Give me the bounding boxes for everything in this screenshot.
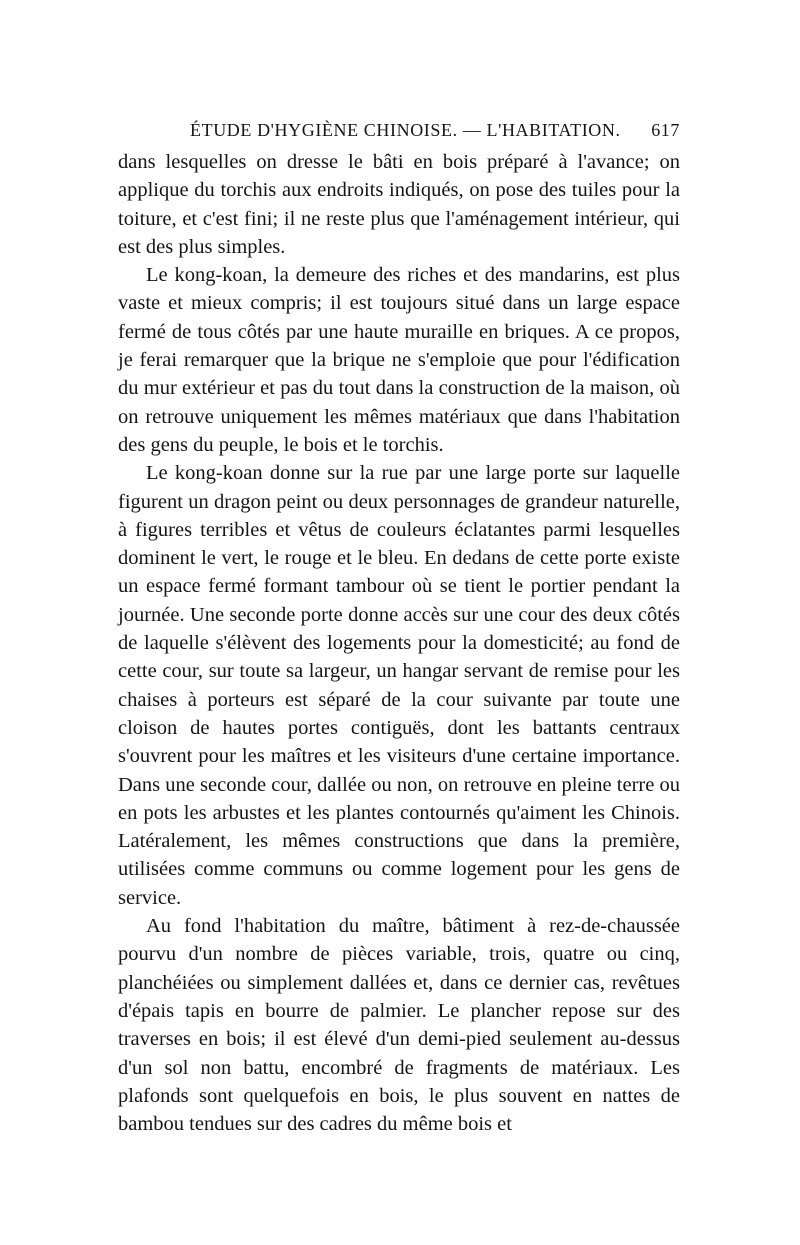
- paragraph-kong-koan-entrance: Le kong-koan donne sur la rue par une large porte sur laquelle figurent un dragon peint ou deux personnages de grandeur naturelle, à figures terribles et vêtus de couleurs éclatantes parmi lesquelles dominent le vert, le rouge et le bleu. En dedans de cette porte existe un espace fermé formant tambour où se tient le portier pendant la journée. Une seconde porte donne accès sur une cour des deux côtés de laquelle s'élèvent des logements pour la domesticité; au fond de cette cour, sur toute sa largeur, un hangar servant de remise pour les chaises à porteurs est séparé de la cour suivante par toute une cloison de hautes portes contiguës, dont les battants centraux s'ouvrent pour les maîtres et les visiteurs d'une certaine importance. Dans une seconde cour, dallée ou non, on retrouve en pleine terre ou en pots les arbustes et les plantes contournés qu'aiment les Chinois. Latéralement, les mêmes constructions que dans la première, utilisées comme communs ou comme logement pour les gens de service.: [118, 462, 680, 909]
- paragraph-master-dwelling: Au fond l'habitation du maître, bâtiment à rez-de-chaussée pourvu d'un nombre de pièces variable, trois, quatre ou cinq, planchéiées ou simplement dallées et, dans ce dernier cas, revêtues d'épais tapis en bourre de palmier. Le plancher repose sur des traverses en bois; il est élevé d'un demi-pied seulement au-dessus d'un sol non battu, encombré de fragments de matériaux. Les plafonds sont quelquefois en bois, le plus souvent en nattes de bambou tendues sur des cadres du même bois et: [118, 915, 680, 1136]
- body-text: [118, 148, 680, 1138]
- paragraph-continuation: dans lesquelles on dresse le bâti en bois préparé à l'avance; on applique du torchis aux endroits indiqués, on pose des tuiles pour la toiture, et c'est fini; il ne reste plus que l'aménagement intérieur, qui est des plus simples.: [118, 151, 680, 258]
- running-head: [118, 112, 680, 142]
- page-number: 617: [651, 120, 680, 140]
- paragraph-kong-koan-description: Le kong-koan, la demeure des riches et des mandarins, est plus vaste et mieux compris; il est toujours situé dans un large espace fermé de tous côtés par une haute muraille en briques. A ce propos, je ferai remarquer que la brique ne s'emploie que pour l'édification du mur extérieur et pas du tout dans la construction de la maison, où on retrouve uniquement les mêmes matériaux que dans l'habitation des gens du peuple, le bois et le torchis.: [118, 264, 680, 456]
- running-title: ÉTUDE D'HYGIÈNE CHINOISE. — L'HABITATION.: [190, 120, 621, 140]
